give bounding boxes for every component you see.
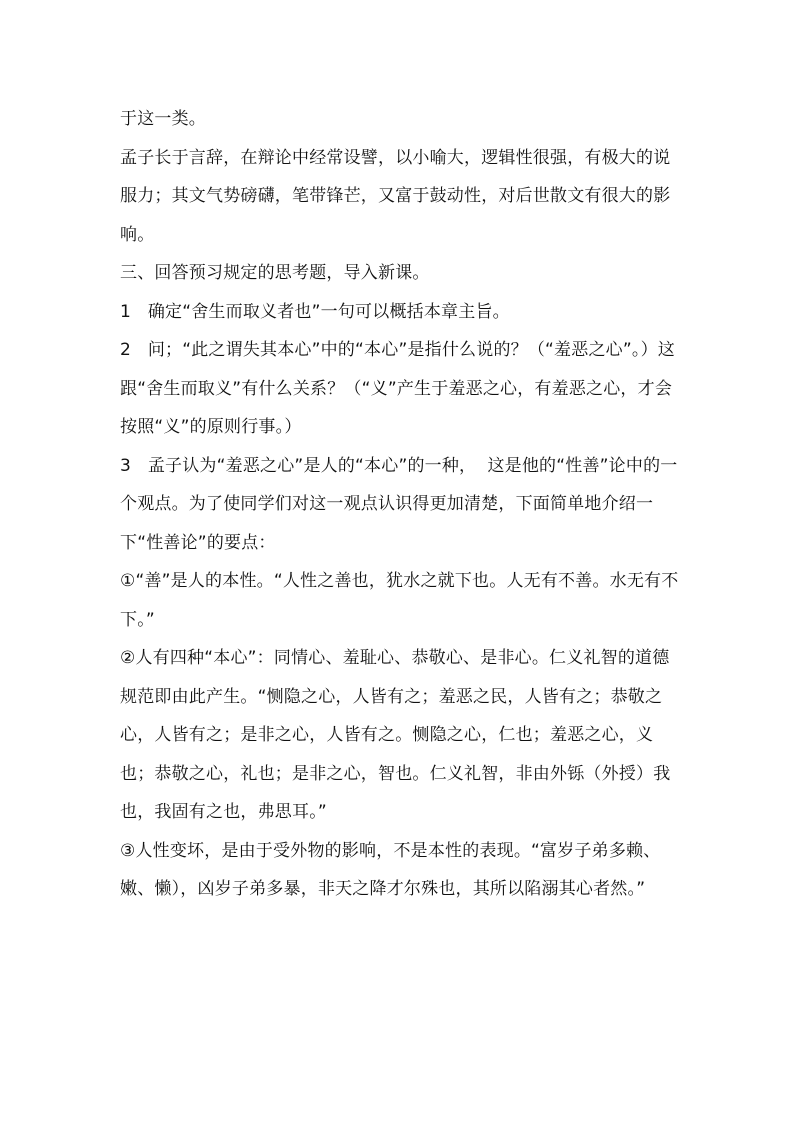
section-heading-3: 三、回答预习规定的思考题，导入新课。 [120, 263, 430, 283]
paragraph-continuation: 于这一类。 [120, 109, 206, 129]
document-body [120, 100, 680, 909]
point-1: ①“善”是人的本性。“人性之善也，犹水之就下也。人无有不善。水无有不下。” [120, 571, 679, 630]
question-3: 3 孟子认为“羞恶之心”是人的“本心”的一种， 这是他的“性善”论中的一个观点。为了使同学们对这一观点认识得更加清楚，下面简单地介绍一下“性善论”的要点： [120, 455, 678, 553]
question-1: 1 确定“舍生而取义者也”一句可以概括本章主旨。 [120, 301, 510, 322]
question-2: 2 问；“此之谓失其本心”中的“本心”是指什么说的？（“羞恶之心”。）这跟“舍生而取义”有什么关系？（“义”产生于羞恶之心，有羞恶之心，才会按照“义”的原则行事。） [120, 340, 675, 437]
point-2: ②人有四种“本心”：同情心、羞耻心、恭敬心、是非心。仁义礼智的道德规范即由此产生。“恻隐之心，人皆有之；羞恶之民，人皆有之；恭敬之心，人皆有之；是非之心，人皆有之。恻隐之心，仁也；羞恶之心，义也；恭敬之心，礼也；是非之心，智也。仁义礼智，非由外铄（外授）我也，我固有之也，弗思耳。” [120, 648, 671, 822]
point-3: ③人性变坏，是由于受外物的影响，不是本性的表现。“富岁子弟多赖、嫩、懒），凶岁子弟多暴，非天之降才尔殊也，其所以陷溺其心者然。” [120, 840, 661, 899]
paragraph-mencius-style: 孟子长于言辞，在辩论中经常设譬，以小喻大，逻辑性很强，有极大的说服力；其文气势磅礴，笔带锋芒，又富于鼓动性，对后世散文有很大的影响。 [120, 147, 671, 245]
